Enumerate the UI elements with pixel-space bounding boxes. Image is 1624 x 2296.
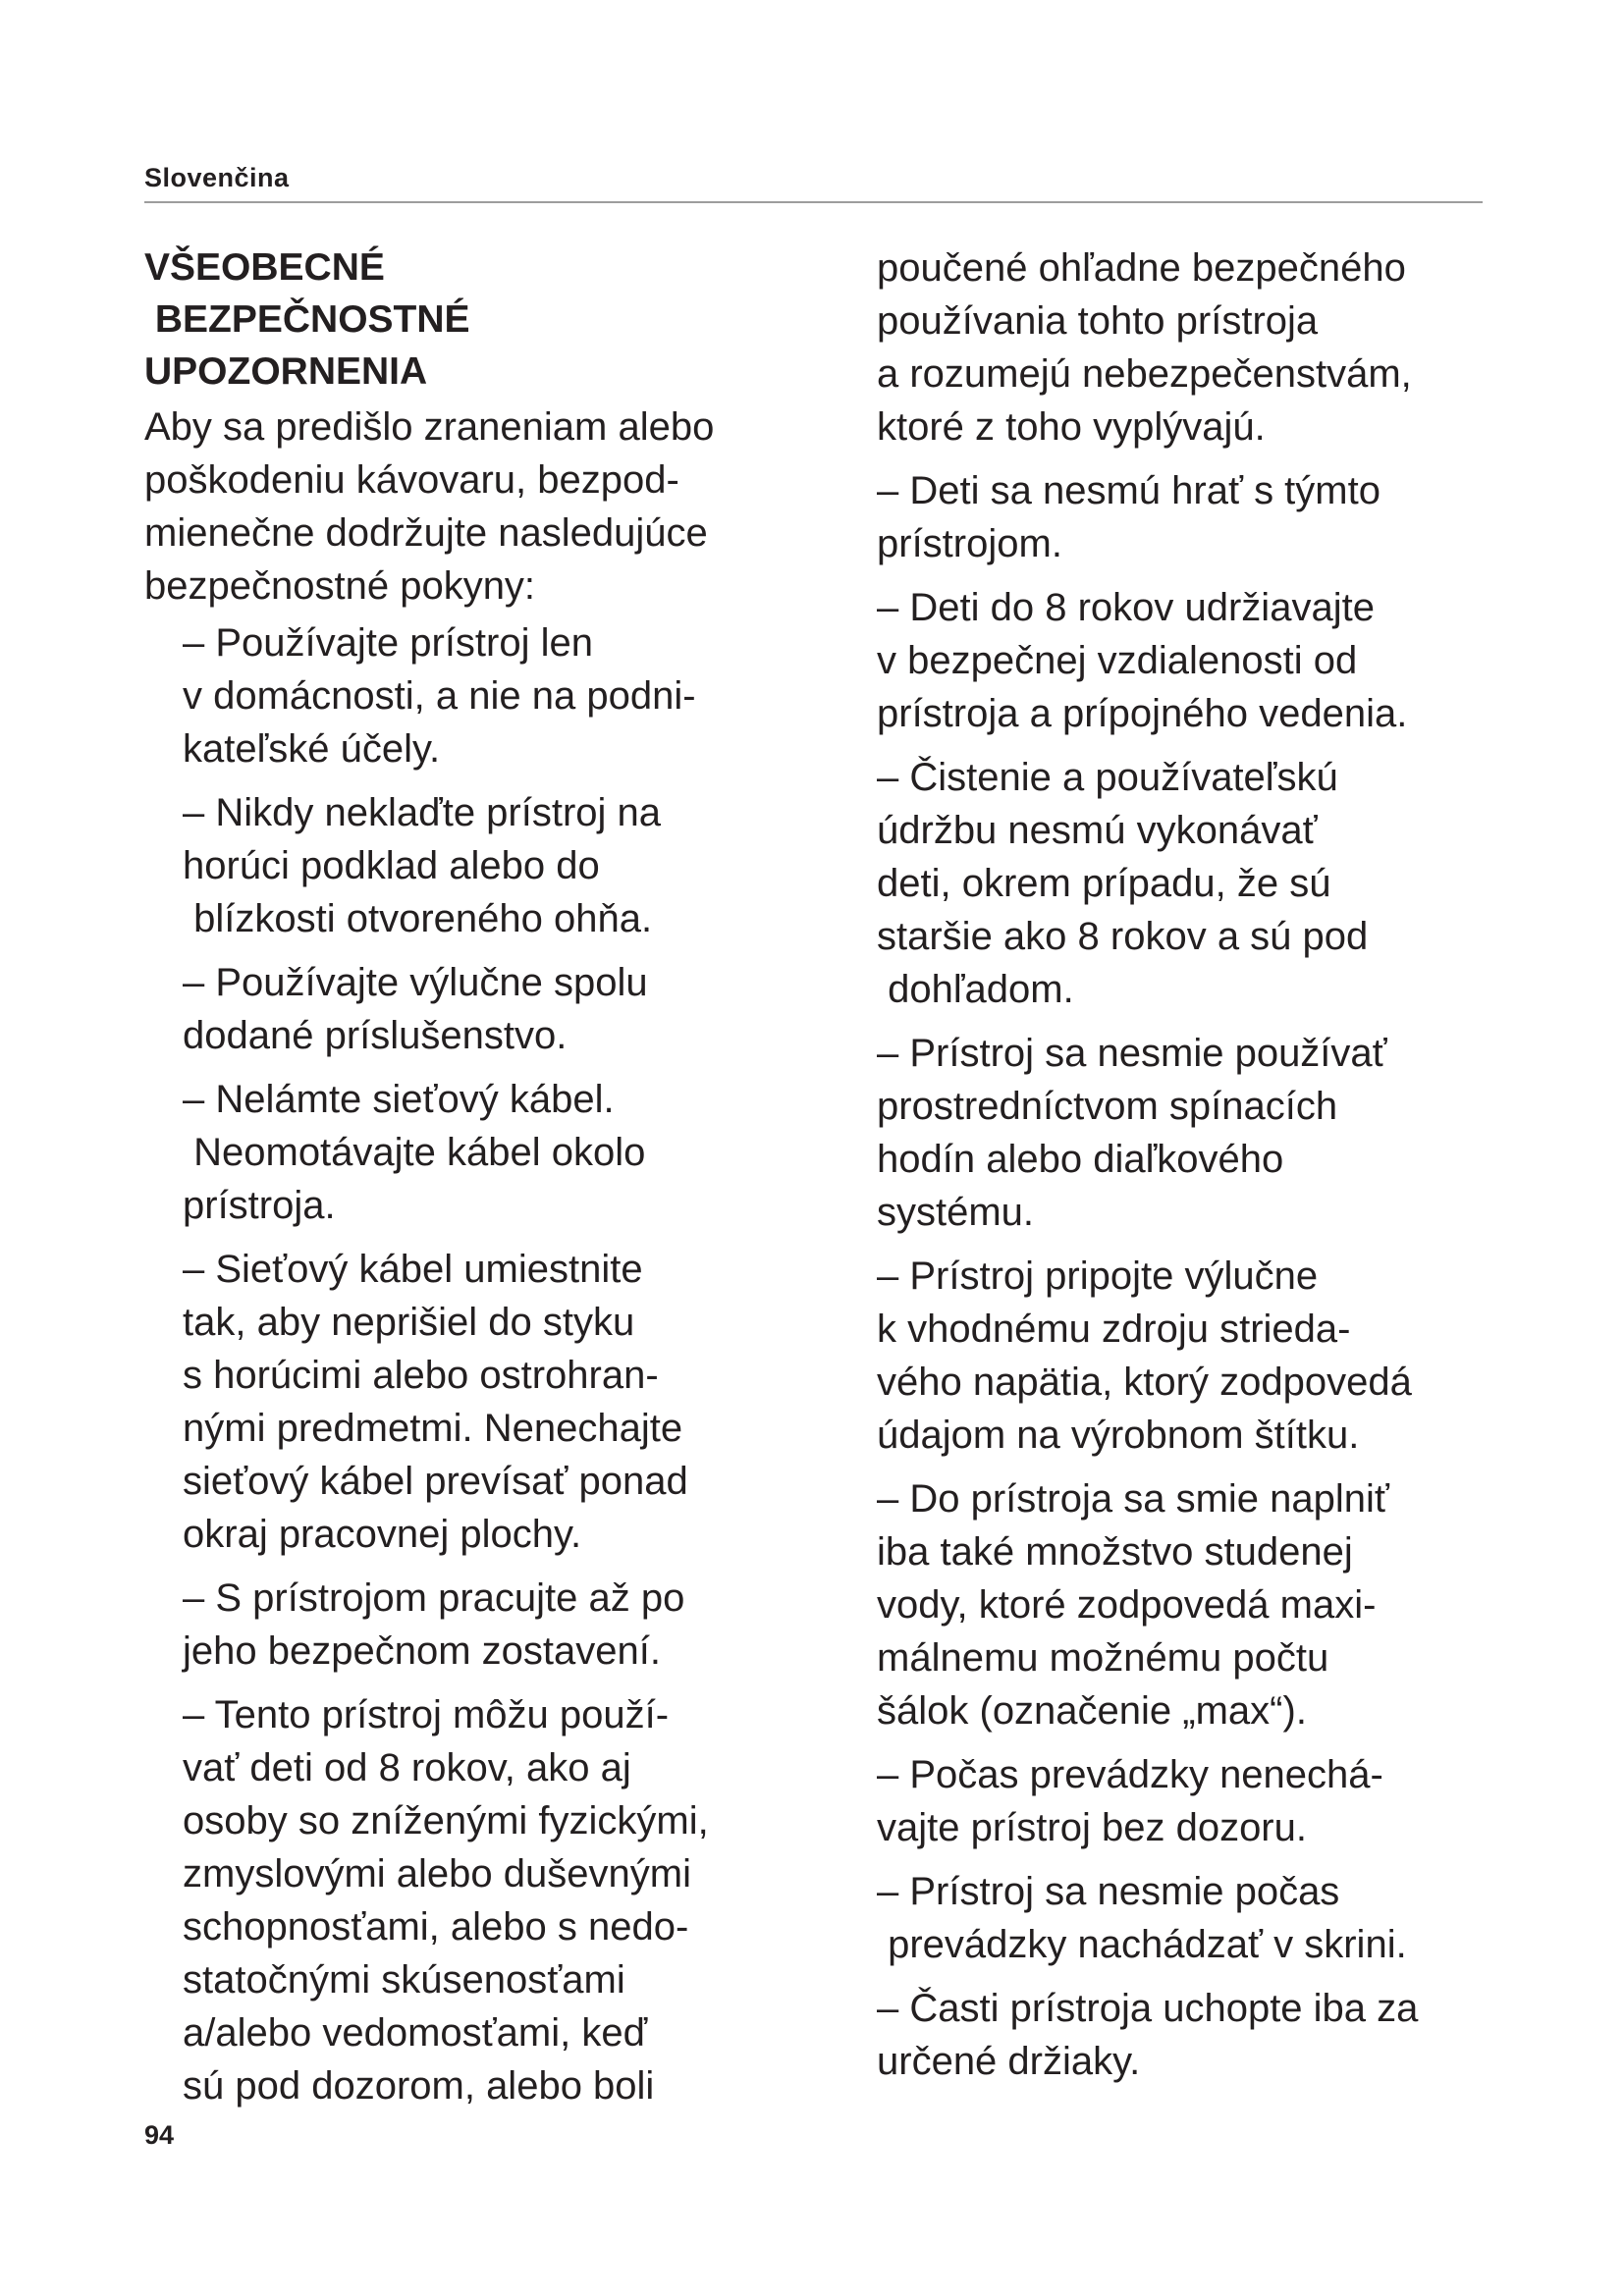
safety-instruction [877,751,1505,1016]
safety-instruction-line: – Časti prístroja uchopte iba za [877,1987,1419,2030]
safety-instruction-line: horúci podklad alebo do [183,844,600,887]
safety-instruction-line: a rozumejú nebezpečenstvám, [877,352,1412,396]
left-safety-list [144,616,812,2112]
safety-instruction-line: sieťový kábel prevísať ponad [183,1460,688,1503]
safety-instruction-line: – Nelámte sieťový kábel. [183,1078,615,1121]
intro-line: mienečne dodržujte nasledujúce [144,511,708,555]
safety-instruction-line: jeho bezpečnom zostavení. [183,1629,661,1673]
safety-instruction-line: – Sieťový kábel umiestnite [183,1248,643,1291]
safety-instruction-line: vody, ktoré zodpovedá maxi- [877,1583,1377,1627]
safety-instruction-line: systému. [877,1191,1035,1234]
safety-instruction [877,241,1505,454]
safety-instruction-line: – Počas prevádzky nenechá- [877,1753,1383,1796]
section-title-line: UPOZORNENIA [144,350,428,393]
safety-instruction-line: – Tento prístroj môžu použí- [183,1693,670,1736]
safety-instruction [183,616,812,775]
safety-instruction-line: zmyslovými alebo duševnými [183,1852,691,1896]
section-title-line: BEZPEČNOSTNÉ [144,298,470,341]
left-column [144,241,812,2123]
safety-instruction-line: a/alebo vedomosťami, keď [183,2011,648,2055]
safety-instruction-line: iba také množstvo studenej [877,1530,1353,1574]
safety-instruction-line: k vhodnému zdroju strieda- [877,1308,1351,1351]
safety-instruction-line: okraj pracovnej plochy. [183,1513,582,1556]
safety-instruction [877,1865,1505,1971]
page-number: 94 [144,2120,175,2150]
safety-instruction [877,581,1505,740]
safety-instruction-line: poučené ohľadne bezpečného [877,246,1406,290]
safety-instruction-line: určené držiaky. [877,2040,1141,2083]
safety-instruction-line: údajom na výrobnom štítku. [877,1414,1360,1457]
safety-instruction [877,1027,1505,1239]
safety-instruction-line: prístroja a prípojného vedenia. [877,692,1408,735]
safety-instruction-line: – Prístroj sa nesmie počas [877,1870,1340,1913]
safety-instruction-line: v bezpečnej vzdialenosti od [877,639,1358,682]
safety-instruction [183,1073,812,1232]
safety-instruction-line: – Do prístroja sa smie naplniť [877,1477,1389,1521]
safety-instruction [183,786,812,945]
safety-instruction [183,956,812,1062]
section-title [144,241,812,398]
safety-instruction-line: hodín alebo diaľkového [877,1138,1284,1181]
right-safety-list [877,241,1505,2099]
safety-instruction-line: – Čistenie a používateľskú [877,756,1338,799]
safety-instruction-line: prostredníctvom spínacích [877,1085,1338,1128]
safety-instruction-line: vého napätia, ktorý zodpovedá [877,1361,1412,1404]
safety-instruction-line: používania tohto prístroja [877,299,1319,343]
safety-instruction-line: statočnými skúsenosťami [183,1958,625,2002]
safety-instruction-line: málnemu možnému počtu [877,1636,1329,1680]
safety-instruction [877,1982,1505,2088]
safety-instruction-line: tak, aby neprišiel do styku [183,1301,635,1344]
safety-instruction-line: s horúcimi alebo ostrohran- [183,1354,659,1397]
safety-instruction-line: prístroja. [183,1184,336,1227]
safety-instruction-line: ktoré z toho vyplývajú. [877,405,1266,449]
intro-line: Aby sa predišlo zraneniam alebo [144,405,715,449]
safety-instruction-line: dohľadom. [877,968,1074,1011]
safety-instruction-line: – Používajte prístroj len [183,621,593,665]
safety-instruction-line: staršie ako 8 rokov a sú pod [877,915,1369,958]
safety-instruction-line: Neomotávajte kábel okolo [183,1131,646,1174]
safety-instruction-line: – Používajte výlučne spolu [183,961,648,1004]
page-language-label: Slovenčina [144,163,290,192]
header-divider [144,201,1483,203]
safety-instruction-line: sú pod dozorom, alebo boli [183,2064,655,2108]
safety-instruction-line: šálok (označenie „max“). [877,1689,1307,1733]
safety-instruction-line: prístrojom. [877,522,1062,565]
safety-instruction-line: – Prístroj pripojte výlučne [877,1255,1319,1298]
safety-instruction [183,1243,812,1561]
safety-instruction-line: – Deti do 8 rokov udržiavajte [877,586,1375,629]
safety-instruction-line: – Nikdy neklaďte prístroj na [183,791,662,834]
intro-paragraph [144,400,812,613]
safety-instruction [183,1572,812,1678]
safety-instruction-line: deti, okrem prípadu, že sú [877,862,1331,905]
safety-instruction-line: dodané príslušenstvo. [183,1014,568,1057]
safety-instruction [877,1748,1505,1854]
safety-instruction-line: kateľské účely. [183,727,441,771]
safety-instruction [877,1250,1505,1462]
safety-instruction-line: nými predmetmi. Nenechajte [183,1407,683,1450]
safety-instruction [877,1472,1505,1737]
safety-instruction-line: schopnosťami, alebo s nedo- [183,1905,689,1949]
safety-instruction-line: osoby so zníženými fyzickými, [183,1799,709,1842]
safety-instruction-line: vať deti od 8 rokov, ako aj [183,1746,631,1789]
safety-instruction-line: – Deti sa nesmú hrať s týmto [877,469,1380,512]
safety-instruction [183,1688,812,2112]
safety-instruction [877,464,1505,570]
safety-instruction-line: údržbu nesmú vykonávať [877,809,1318,852]
safety-instruction-line: vajte prístroj bez dozoru. [877,1806,1307,1849]
safety-instruction-line: – Prístroj sa nesmie používať [877,1032,1387,1075]
safety-instruction-line: – S prístrojom pracujte až po [183,1576,685,1620]
intro-line: poškodeniu kávovaru, bezpod- [144,458,679,502]
safety-instruction-line: blízkosti otvoreného ohňa. [183,897,653,940]
intro-line: bezpečnostné pokyny: [144,564,536,608]
section-title-line: VŠEOBECNÉ [144,246,385,289]
safety-instruction-line: prevádzky nachádzať v skrini. [877,1923,1407,1966]
safety-instruction-line: v domácnosti, a nie na podni- [183,674,696,718]
